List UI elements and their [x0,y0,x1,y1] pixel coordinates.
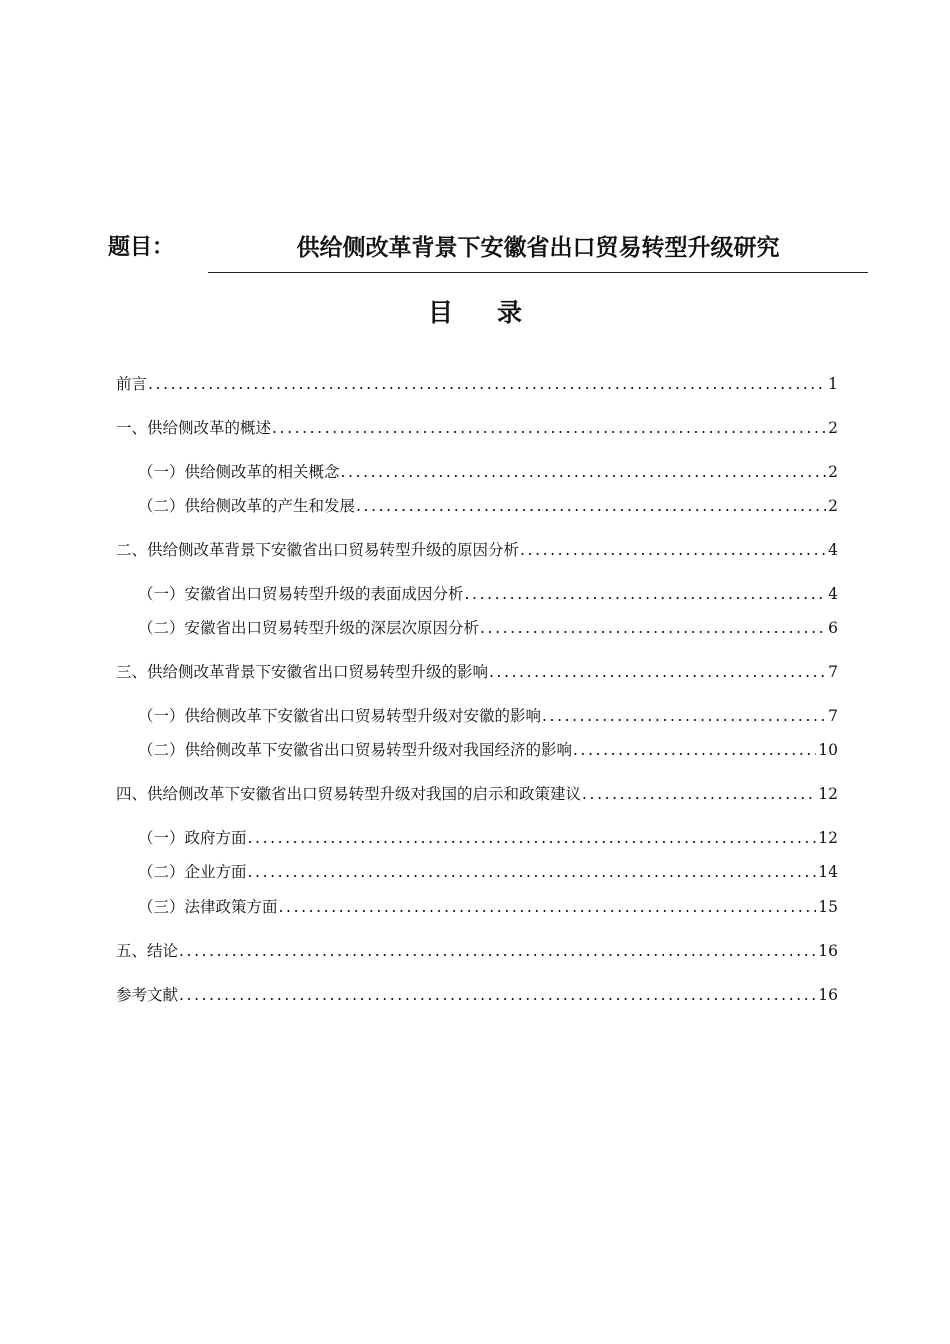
toc-entry-label: （二）企业方面 [138,863,247,881]
toc-entry[interactable] [116,782,838,806]
toc-entry-page: 12 [818,785,838,803]
toc-entry[interactable] [116,372,838,396]
toc-entry[interactable] [138,494,838,518]
toc-leader-dots [341,460,827,484]
toc-leader-dots [179,939,816,963]
document-title: 供给侧改革背景下安徽省出口贸易转型升级研究 [208,232,868,273]
toc-entry-page: 15 [818,898,838,916]
toc-entry[interactable] [138,895,838,919]
toc-leader-dots [573,738,816,762]
toc-entry[interactable] [138,860,838,884]
toc-entry-page: 14 [818,863,838,881]
toc-entry-label: 三、供给侧改革背景下安徽省出口贸易转型升级的影响 [116,663,489,681]
toc-entry-label: （二）供给侧改革下安徽省出口贸易转型升级对我国经济的影响 [138,741,573,759]
toc-entry[interactable] [138,704,838,728]
toc-entry-label: 一、供给侧改革的概述 [116,419,272,437]
toc-leader-dots [489,660,826,684]
toc-entry-label: （一）供给侧改革下安徽省出口贸易转型升级对安徽的影响 [138,707,542,725]
toc-entry-label: 五、结论 [116,942,179,960]
toc-leader-dots [582,782,816,806]
toc-leader-dots [179,983,816,1007]
toc-entry-page: 4 [828,585,838,603]
toc-entry[interactable] [138,826,838,850]
toc-entry-label: （三）法律政策方面 [138,898,278,916]
toc-leader-dots [465,582,827,606]
toc-entry[interactable] [138,616,838,640]
toc-entry-page: 4 [828,541,838,559]
toc-entry-label: 前言 [116,375,148,393]
toc-entry-page: 1 [828,375,838,393]
toc-entry-label: （一）安徽省出口贸易转型升级的表面成因分析 [138,585,464,603]
toc-leader-dots [520,538,826,562]
toc-entry-page: 10 [818,741,838,759]
toc-entry-page: 7 [828,663,838,681]
toc-leader-dots [279,895,817,919]
document-title-row [108,232,868,274]
toc-entry[interactable] [138,460,838,484]
toc-entry[interactable] [116,538,838,562]
toc-entry-label: 二、供给侧改革背景下安徽省出口贸易转型升级的原因分析 [116,541,520,559]
title-label: 题目： [108,235,175,260]
toc-entry-page: 2 [828,497,838,515]
toc-entry[interactable] [116,660,838,684]
toc-heading: 目录 [427,298,566,327]
toc-entry-page: 2 [828,419,838,437]
toc-entry[interactable] [116,939,838,963]
toc-entry-page: 2 [828,463,838,481]
toc-leader-dots [356,494,826,518]
toc-entry[interactable] [116,983,838,1007]
toc-entry[interactable] [138,582,838,606]
toc-entry-label: （二）安徽省出口贸易转型升级的深层次原因分析 [138,619,480,637]
toc-leader-dots [248,860,817,884]
toc-entry[interactable] [116,416,838,440]
toc-entry-label: （一）政府方面 [138,829,247,847]
toc-entry-label: 参考文献 [116,986,179,1004]
toc-leader-dots [480,616,826,640]
toc-entry-page: 16 [818,942,838,960]
toc-leader-dots [272,416,826,440]
toc-entry-page: 6 [828,619,838,637]
toc-entry-label: （二）供给侧改革的产生和发展 [138,497,356,515]
toc-entry-page: 16 [818,986,838,1004]
toc-leader-dots [148,372,826,396]
toc-entry-page: 7 [828,707,838,725]
toc-entry[interactable] [138,738,838,762]
toc-leader-dots [248,826,817,850]
toc-leader-dots [542,704,826,728]
toc-entry-page: 12 [818,829,838,847]
toc-entry-label: 四、供给侧改革下安徽省出口贸易转型升级对我国的启示和政策建议 [116,785,582,803]
toc-entry-label: （一）供给侧改革的相关概念 [138,463,340,481]
